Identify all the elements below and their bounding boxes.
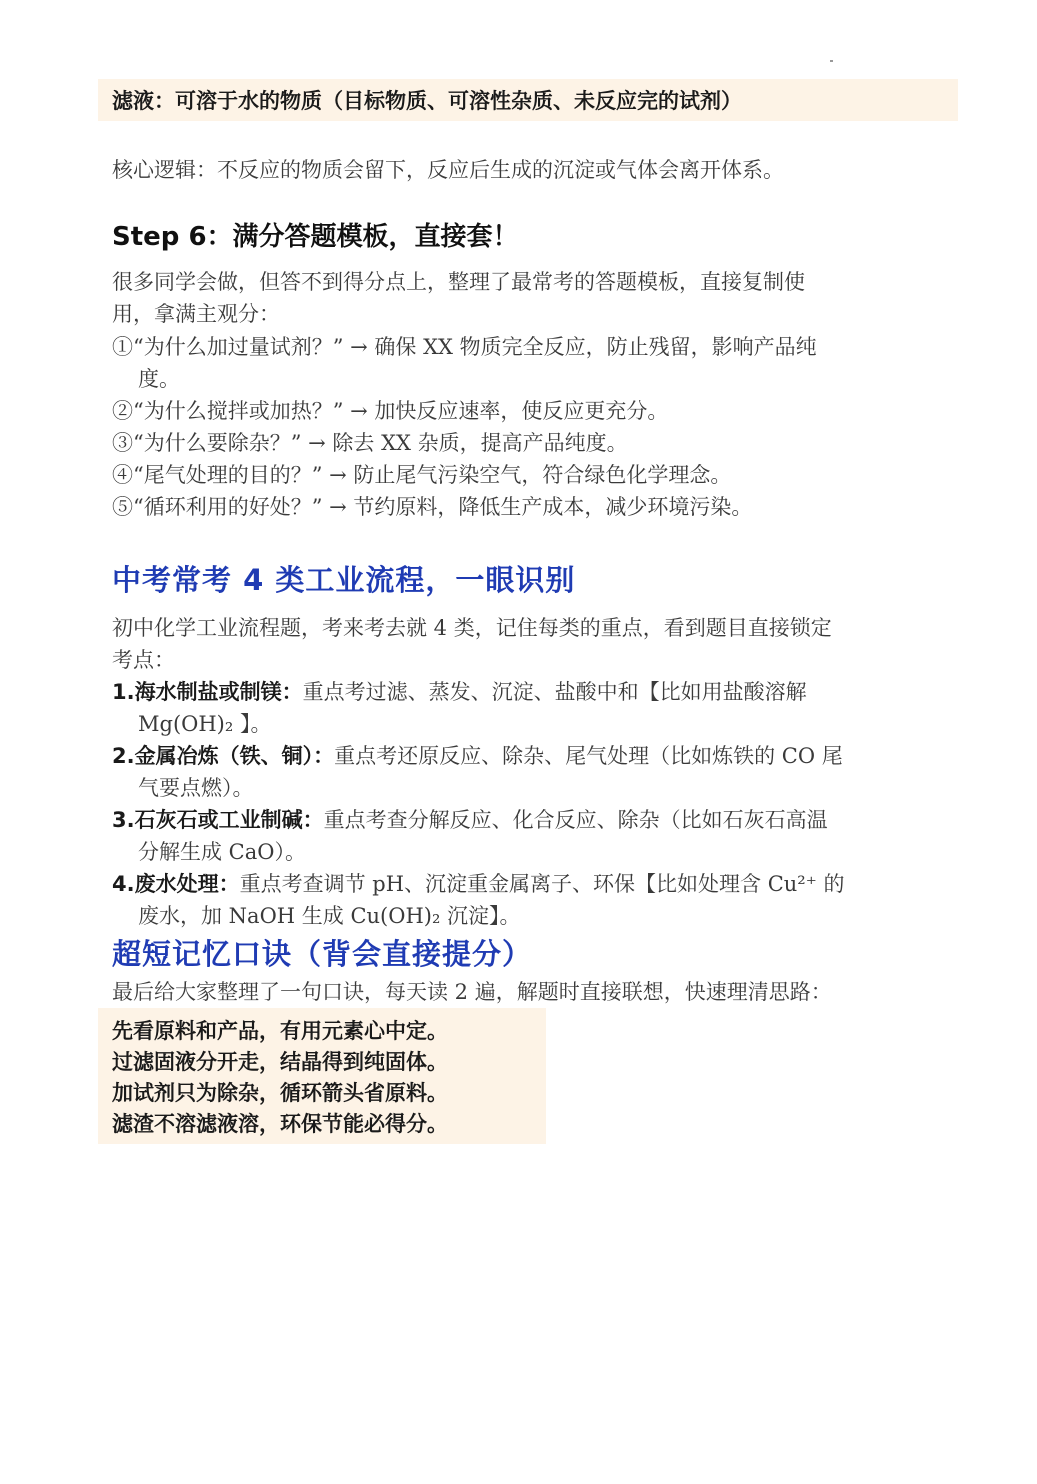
flow-item-1-num: 1. (112, 680, 135, 704)
mnemonic-line-1: 先看原料和产品，有用元素心中定。 (112, 1019, 448, 1043)
step6-intro-line2: 用，拿满主观分： (112, 302, 280, 326)
flow-item-2 (112, 740, 843, 772)
flow-item-3-title: 石灰石或工业制碱： (134, 808, 324, 832)
template-item-1-cont: 度。 (138, 367, 180, 391)
mnemonic-line-2: 过滤固液分开走，结晶得到纯固体。 (112, 1050, 448, 1074)
flows-intro-line1: 初中化学工业流程题，考来考去就 4 类，记住每类的重点，看到题目直接锁定 (112, 616, 832, 640)
filtrate-definition: 滤液：可溶于水的物质（目标物质、可溶性杂质、未反应完的试剂） (112, 89, 742, 113)
core-logic-text: 核心逻辑：不反应的物质会留下，反应后生成的沉淀或气体会离开体系。 (112, 158, 784, 182)
mnemonic-line-3: 加试剂只为除杂，循环箭头省原料。 (112, 1081, 448, 1105)
flows-heading: 中考常考 4 类工业流程，一眼识别 (112, 563, 576, 597)
flow-item-1-title: 海水制盐或制镁： (134, 680, 303, 704)
template-item-2: ②“为什么搅拌或加热？” → 加快反应速率，使反应更充分。 (112, 399, 669, 423)
flow-item-3 (112, 804, 828, 836)
flow-item-2-num: 2. (112, 744, 135, 768)
flow-item-4-num: 4. (112, 872, 135, 896)
mnemonic-heading: 超短记忆口诀（背会直接提分） (112, 937, 533, 971)
step6-heading: Step 6：满分答题模板，直接套！ (112, 222, 519, 252)
step6-intro-line1: 很多同学会做，但答不到得分点上，整理了最常考的答题模板，直接复制使 (112, 270, 805, 294)
flow-item-3-cont: 分解生成 CaO）。 (138, 840, 306, 864)
template-item-5: ⑤“循环利用的好处？” → 节约原料，降低生产成本，减少环境污染。 (112, 495, 753, 519)
mnemonic-line-4: 滤渣不溶滤液溶，环保节能必得分。 (112, 1112, 448, 1136)
template-item-1: ①“为什么加过量试剂？” → 确保 XX 物质完全反应，防止残留，影响产品纯 (112, 335, 817, 359)
flow-item-4-cont: 废水，加 NaOH 生成 Cu(OH)₂ 沉淀】。 (138, 904, 521, 928)
flow-item-3-num: 3. (112, 808, 135, 832)
mnemonic-intro: 最后给大家整理了一句口诀，每天读 2 遍，解题时直接联想，快速理清思路： (112, 980, 832, 1004)
flow-item-2-text: 重点考还原反应、除杂、尾气处理（比如炼铁的 CO 尾 (334, 744, 843, 768)
flow-item-1-text: 重点考过滤、蒸发、沉淀、盐酸中和【比如用盐酸溶解 (302, 680, 807, 704)
flow-item-2-title: 金属冶炼（铁、铜）： (134, 744, 335, 768)
flow-item-1-cont: Mg(OH)₂ 】。 (138, 712, 272, 736)
flow-item-4-text: 重点考查调节 pH、沉淀重金属离子、环保【比如处理含 Cu²⁺ 的 (239, 872, 845, 896)
template-item-3: ③“为什么要除杂？” → 除去 XX 杂质，提高产品纯度。 (112, 431, 628, 455)
flows-intro-line2: 考点： (112, 648, 175, 672)
flow-item-4-title: 废水处理： (134, 872, 240, 896)
flow-item-1 (112, 676, 807, 708)
flow-item-3-text: 重点考查分解反应、化合反应、除杂（比如石灰石高温 (323, 808, 828, 832)
flow-item-2-cont: 气要点燃）。 (138, 776, 254, 800)
flow-item-4 (112, 868, 844, 900)
stray-mark (830, 60, 833, 62)
template-item-4: ④“尾气处理的目的？” → 防止尾气污染空气，符合绿色化学理念。 (112, 463, 732, 487)
